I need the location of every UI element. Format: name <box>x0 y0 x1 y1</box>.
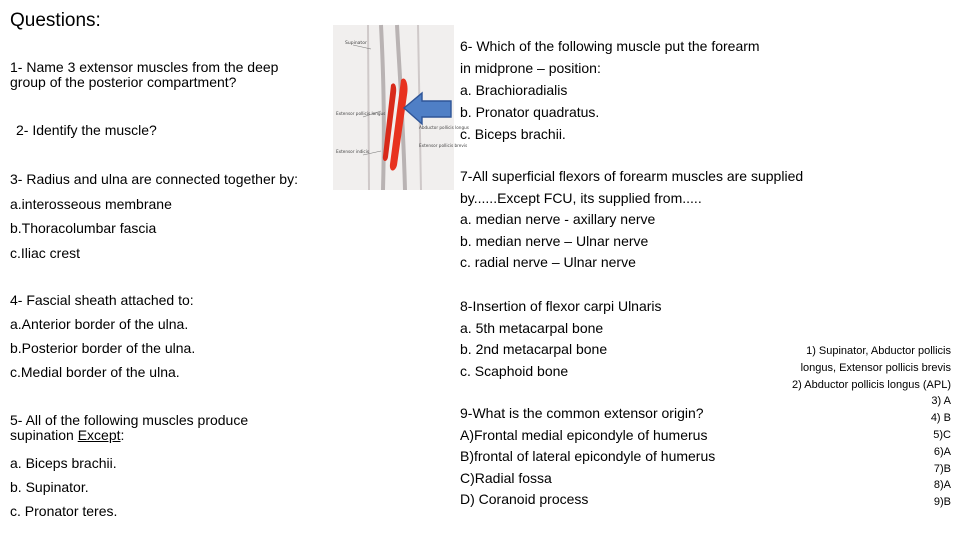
except-underlined: Except <box>77 427 121 443</box>
question-1-line: group of the posterior compartment? <box>10 74 237 90</box>
question-3-option: b.Thoracolumbar fascia <box>10 220 157 236</box>
question-4-line: 4- Fascial sheath attached to: <box>10 292 194 308</box>
question-5-line: 5- All of the following muscles produce <box>10 412 249 428</box>
question-4-option: c.Medial border of the ulna. <box>10 364 180 380</box>
question-7-option: b. median nerve – Ulnar nerve <box>460 232 649 249</box>
question-8-option: c. Scaphoid bone <box>460 362 569 379</box>
question-6-option: b. Pronator quadratus. <box>460 104 600 120</box>
label-extensor-pollicis-brevis: Extensor pollicis brevis <box>419 143 468 148</box>
question-3-line: 3- Radius and ulna are connected together by: <box>10 171 298 187</box>
question-9-option: A)Frontal medial epicondyle of humerus <box>460 426 708 443</box>
question-5-suffix: : <box>120 427 125 443</box>
question-3-option: c.Iliac crest <box>10 244 81 261</box>
question-9-option: B)frontal of lateral epicondyle of humerus <box>460 448 716 465</box>
answer-line: 3) A <box>931 395 951 408</box>
outline-line <box>368 25 369 190</box>
answer-line: 7)B <box>933 462 951 475</box>
question-7-option: a. median nerve - axillary nerve <box>460 211 656 228</box>
question-5-prefix: supination <box>10 427 78 443</box>
question-9-line: 9-What is the common extensor origin? <box>460 405 704 421</box>
question-5-option: a. Biceps brachii. <box>10 455 117 471</box>
label-abductor-pollicis-longus: Abductor pollicis longus <box>419 125 469 130</box>
question-7-line: 7-All superficial flexors of forearm muscles are supplied <box>460 168 804 184</box>
question-8-option: a. 5th metacarpal bone <box>460 319 604 336</box>
question-5-option: c. Pronator teres. <box>10 503 118 519</box>
question-7-option: c. radial nerve – Ulnar nerve <box>460 254 636 271</box>
question-5-option: b. Supinator. <box>10 479 89 495</box>
answer-line: 8)A <box>933 479 951 492</box>
question-8-line: 8-Insertion of flexor carpi Ulnaris <box>460 298 662 314</box>
answer-key <box>751 343 951 511</box>
question-6-line: 6- Which of the following muscle put the forearm <box>460 38 760 54</box>
answer-line: 6)A <box>933 445 951 458</box>
question-3-option: a.interosseous membrane <box>10 195 172 212</box>
question-4-option: a.Anterior border of the ulna. <box>10 316 189 332</box>
question-3 <box>10 167 298 265</box>
question-4-option: b.Posterior border of the ulna. <box>10 340 196 356</box>
question-8-option: b. 2nd metacarpal bone <box>460 341 608 358</box>
question-2 <box>16 119 157 142</box>
question-7 <box>460 166 803 274</box>
question-5-line <box>10 428 248 443</box>
label-extensor-pollicis-longus: Extensor pollicis longus <box>336 111 386 116</box>
label-supinator: Supinator <box>345 41 367 46</box>
answer-line: 4) B <box>930 412 951 425</box>
question-1-line: 1- Name 3 extensor muscles from the deep <box>10 59 279 75</box>
question-5 <box>10 413 248 523</box>
question-2-line: 2- Identify the muscle? <box>16 122 157 138</box>
page-title: Questions: <box>10 10 101 31</box>
label-extensor-indicis: Extensor indicis <box>336 149 370 154</box>
answer-line: longus, Extensor pollicis brevis <box>800 361 951 374</box>
answer-line: 2) Abductor pollicis longus (APL) <box>792 378 951 391</box>
anatomy-figure <box>333 25 469 190</box>
question-4 <box>10 288 195 384</box>
answer-line: 1) Supinator, Abductor pollicis <box>806 345 951 357</box>
question-6 <box>460 35 760 145</box>
question-7-line: by......Except FCU, its supplied from..... <box>460 189 702 206</box>
answer-line: 5)C <box>933 428 951 441</box>
question-6-option: a. Brachioradialis <box>460 82 568 98</box>
question-9-option: C)Radial fossa <box>460 469 552 486</box>
question-9-option: D) Coranoid process <box>460 491 589 508</box>
question-6-line: in midprone – position: <box>460 60 601 76</box>
question-1 <box>10 60 278 90</box>
question-8 <box>460 296 662 382</box>
question-9 <box>460 403 715 511</box>
answer-line: 9)B <box>933 496 951 509</box>
question-6-option: c. Biceps brachii. <box>460 126 566 142</box>
